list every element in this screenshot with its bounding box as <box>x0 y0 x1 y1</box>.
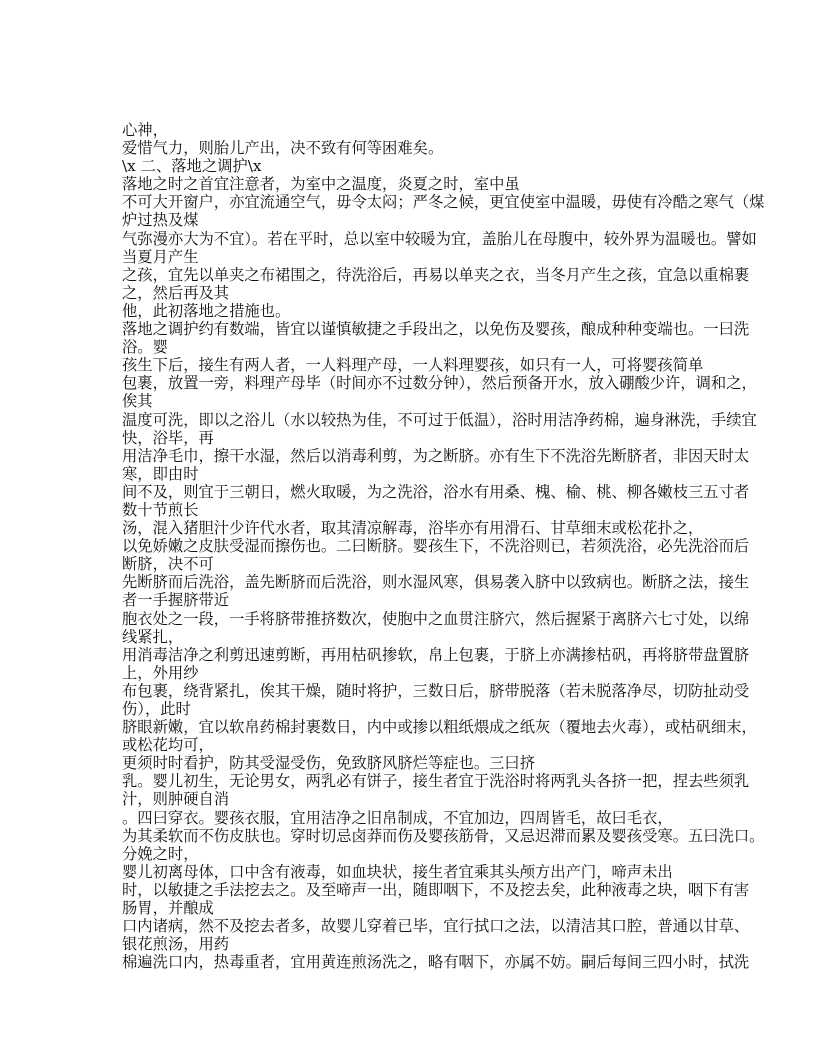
text-line: 或松花均可， <box>122 736 214 755</box>
text-line: 炉过热及煤 <box>122 211 199 230</box>
text-line: 更须时时看护，防其受湿受伤，免致脐风脐烂等症也。三曰挤 <box>122 754 536 773</box>
text-line: 者一手握脐带近 <box>122 591 230 610</box>
text-line: 落地之时之首宜注意者，为室中之温度，炎夏之时，室中虽 <box>122 175 520 194</box>
text-line: 为其柔软而不伤皮肤也。穿时切忌卤莽而伤及婴孩筋骨，又忌迟滞而累及婴孩受寒。五曰洗口。 <box>122 826 765 845</box>
text-line: 脐眼新嫩，宜以软帛药棉封裹数日，内中或掺以粗纸煨成之纸灰（覆地去火毒），或枯矾细末， <box>122 718 757 737</box>
text-line: 快，浴毕，再 <box>122 428 214 447</box>
text-line: 爱惜气力，则胎儿产出，决不致有何等困难矣。 <box>122 139 444 158</box>
text-line: 间不及，则宜于三朝日，燃火取暖，为之洗浴，浴水有用桑、槐、榆、桃、柳各嫩枝三五寸者 <box>122 482 750 501</box>
text-line: 之孩，宜先以单夹之布裙围之，待洗浴后，再易以单夹之衣，当冬月产生之孩，宜急以重棉裹 <box>122 265 750 284</box>
text-line: 分娩之时， <box>122 844 199 863</box>
text-line: 寒，即由时 <box>122 464 199 483</box>
text-line: 棉遍洗口内，热毒重者，宜用黄连煎汤洗之，略有咽下，亦属不妨。嗣后每间三四小时，拭洗 <box>122 953 750 972</box>
text-line: 线紧扎， <box>122 627 184 646</box>
document-body <box>122 121 765 972</box>
text-line: 胞衣处之一段，一手将脐带推挤数次，使胞中之血贯注脐穴，然后握紧于离脐六七寸处，以绵 <box>122 609 750 628</box>
text-line: 布包裹，绕背紧扎，俟其干燥，随时将护，三数日后，脐带脱落（若未脱落净尽，切防扯动受 <box>122 681 750 700</box>
text-line: 之，然后再及其 <box>122 283 230 302</box>
text-line: 汁，则肿硬自消 <box>122 790 230 809</box>
text-line: 以免娇嫩之皮肤受湿而擦伤也。二曰断脐。婴孩生下，不洗浴则已，若须洗浴，必先洗浴而后 <box>122 537 750 556</box>
text-line: 时，以敏捷之手法挖去之。及至啼声一出，随即咽下，不及挖去矣，此种液毒之块，咽下有害 <box>122 880 750 899</box>
text-line: 断脐，决不可 <box>122 555 214 574</box>
text-line: 心神， <box>122 121 168 139</box>
text-line: 乳。婴儿初生，无论男女，两乳必有饼子，接生者宜于洗浴时将两乳头各挤一把，捏去些须乳 <box>122 772 750 791</box>
text-line: \x 二、落地之调护\x <box>122 157 262 176</box>
text-line: 当夏月产生 <box>122 247 199 266</box>
text-line: 包裹，放置一旁，料理产母毕（时间亦不过数分钟），然后预备开水，放入硼酸少许，调和之， <box>122 374 757 393</box>
text-line: 不可大开窗户，亦宜流通空气，毋令太闷；严冬之候，更宜使室中温暖，毋使有冷酷之寒气（煤 <box>122 193 765 212</box>
text-line: 婴儿初离母体，口中含有液毒，如血块状，接生者宜乘其头颅方出产门，啼声未出 <box>122 862 673 881</box>
text-line: 伤），此时 <box>122 700 191 718</box>
text-line: 数十节煎长 <box>122 500 199 519</box>
text-line: 浴。婴 <box>122 338 168 357</box>
text-line: 上，外用纱 <box>122 663 199 682</box>
text-line: 口内诸病，然不及挖去者多，故婴儿穿着已毕，宜行拭口之法，以清洁其口腔，普通以甘草、 <box>122 917 750 936</box>
text-line: 气弥漫亦大为不宜）。若在平时，总以室中较暖为宜，盖胎儿在母腹中，较外界为温暖也。譬如 <box>122 229 757 248</box>
text-line: 。四曰穿衣。婴孩衣服，宜用洁净之旧帛制成，不宜加边，四周皆毛，故曰毛衣， <box>122 808 673 827</box>
text-line: 落地之调护约有数端，皆宜以谨慎敏捷之手段出之，以免伤及婴孩，酿成种种变端也。一曰洗 <box>122 320 750 339</box>
text-line: 孩生下后，接生有两人者，一人料理产母，一人料理婴孩，如只有一人，可将婴孩简单 <box>122 356 704 375</box>
text-line: 用洁净毛巾，擦干水湿，然后以消毒利剪，为之断脐。亦有生下不洗浴先断脐者，非因天时太 <box>122 446 750 465</box>
text-line: 肠胃，并酿成 <box>122 899 214 918</box>
text-line: 银花煎汤，用药 <box>122 935 230 954</box>
text-line: 温度可洗，即以之浴儿（水以较热为佳，不可过于低温），浴时用洁净药棉，遍身淋洗，手续宜 <box>122 410 757 429</box>
text-line: 用消毒洁净之利剪迅速剪断，再用枯矾掺软，帛上包裹，于脐上亦满掺枯矾，再将脐带盘置脐 <box>122 645 750 664</box>
text-line: 汤，混入猪胆汁少许代水者，取其清凉解毒，浴毕亦有用滑石、甘草细末或松花扑之， <box>122 519 704 538</box>
text-line: 先断脐而后洗浴，盖先断脐而后洗浴，则水湿风寒，俱易袭入脐中以致病也。断脐之法，接生 <box>122 573 750 592</box>
text-line: 他，此初落地之措施也。 <box>122 301 291 320</box>
text-line: 俟其 <box>122 392 153 411</box>
